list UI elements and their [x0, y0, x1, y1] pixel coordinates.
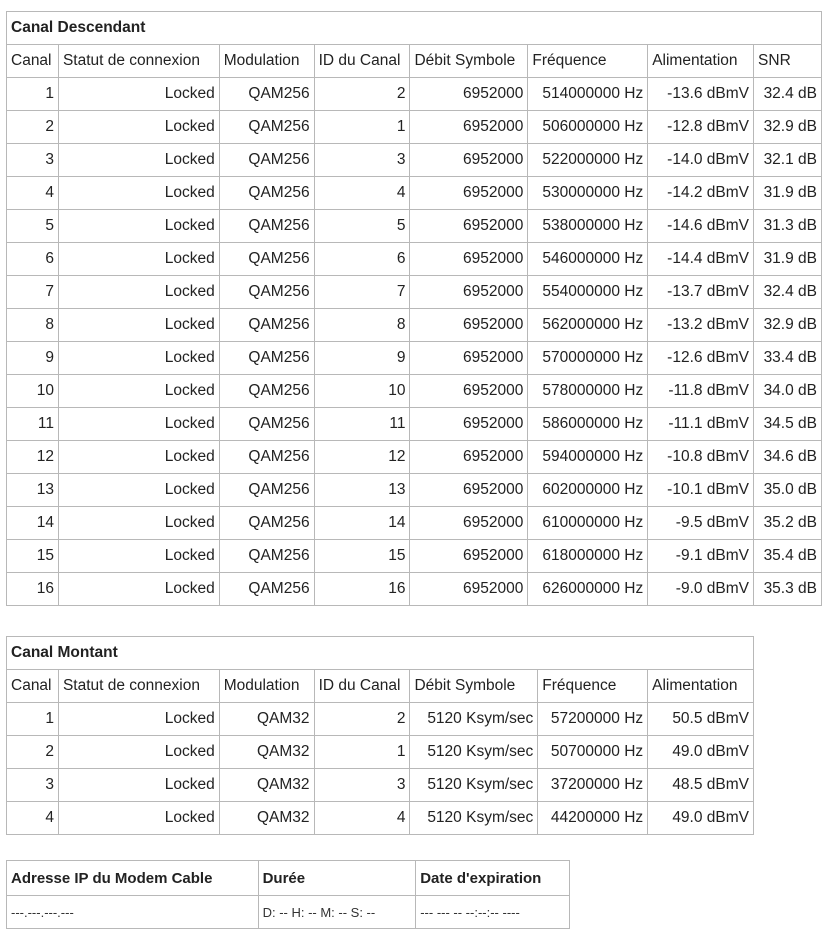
downstream-cell: 562000000 Hz [528, 309, 648, 342]
downstream-cell: QAM256 [219, 474, 314, 507]
downstream-cell: 6952000 [410, 78, 528, 111]
downstream-cell: 35.2 dB [754, 507, 822, 540]
downstream-cell: 6952000 [410, 507, 528, 540]
downstream-cell: 32.9 dB [754, 309, 822, 342]
upstream-cell: 50700000 Hz [538, 736, 648, 769]
downstream-table-row [7, 177, 822, 210]
downstream-cell: Locked [58, 342, 219, 375]
downstream-cell: 31.9 dB [754, 243, 822, 276]
downstream-table-row [7, 342, 822, 375]
upstream-column-header: Débit Symbole [410, 670, 538, 703]
downstream-cell: 6952000 [410, 177, 528, 210]
downstream-cell: 32.4 dB [754, 78, 822, 111]
downstream-cell: 35.4 dB [754, 540, 822, 573]
downstream-cell: QAM256 [219, 177, 314, 210]
upstream-cell: 5120 Ksym/sec [410, 736, 538, 769]
downstream-table-row [7, 276, 822, 309]
downstream-cell: Locked [58, 375, 219, 408]
upstream-cell: Locked [58, 703, 219, 736]
downstream-column-header: SNR [754, 45, 822, 78]
downstream-cell: 586000000 Hz [528, 408, 648, 441]
downstream-cell: 546000000 Hz [528, 243, 648, 276]
downstream-cell: 6952000 [410, 474, 528, 507]
upstream-cell: 49.0 dBmV [648, 802, 754, 835]
upstream-column-header: ID du Canal [314, 670, 410, 703]
downstream-cell: 3 [314, 144, 410, 177]
downstream-cell: 6952000 [410, 375, 528, 408]
downstream-table-row [7, 309, 822, 342]
downstream-column-header: Modulation [219, 45, 314, 78]
downstream-cell: QAM256 [219, 243, 314, 276]
downstream-cell: 6952000 [410, 111, 528, 144]
upstream-cell: 48.5 dBmV [648, 769, 754, 802]
downstream-cell: QAM256 [219, 276, 314, 309]
downstream-cell: 32.9 dB [754, 111, 822, 144]
upstream-cell: QAM32 [219, 736, 314, 769]
downstream-column-header: Fréquence [528, 45, 648, 78]
downstream-header-row [7, 45, 822, 78]
upstream-column-header: Alimentation [648, 670, 754, 703]
downstream-cell: QAM256 [219, 375, 314, 408]
downstream-cell: 1 [7, 78, 59, 111]
downstream-channel-table [6, 11, 822, 606]
downstream-cell: 4 [314, 177, 410, 210]
downstream-table-row [7, 507, 822, 540]
downstream-cell: QAM256 [219, 408, 314, 441]
downstream-cell: 34.0 dB [754, 375, 822, 408]
downstream-cell: QAM256 [219, 111, 314, 144]
upstream-table-row [7, 736, 754, 769]
downstream-cell: Locked [58, 276, 219, 309]
downstream-cell: Locked [58, 177, 219, 210]
downstream-cell: Locked [58, 408, 219, 441]
upstream-cell: 5120 Ksym/sec [410, 703, 538, 736]
downstream-cell: 8 [314, 309, 410, 342]
downstream-cell: 538000000 Hz [528, 210, 648, 243]
downstream-cell: 610000000 Hz [528, 507, 648, 540]
downstream-cell: 4 [7, 177, 59, 210]
downstream-cell: 32.4 dB [754, 276, 822, 309]
downstream-cell: 32.1 dB [754, 144, 822, 177]
downstream-cell: Locked [58, 573, 219, 606]
upstream-cell: 5120 Ksym/sec [410, 802, 538, 835]
downstream-table-row [7, 540, 822, 573]
downstream-cell: -9.1 dBmV [648, 540, 754, 573]
upstream-cell: 3 [7, 769, 59, 802]
downstream-cell: 8 [7, 309, 59, 342]
downstream-cell: -14.2 dBmV [648, 177, 754, 210]
downstream-cell: Locked [58, 507, 219, 540]
downstream-cell: Locked [58, 309, 219, 342]
downstream-cell: 11 [7, 408, 59, 441]
upstream-column-header: Modulation [219, 670, 314, 703]
downstream-column-header: Statut de connexion [58, 45, 219, 78]
downstream-cell: 12 [7, 441, 59, 474]
downstream-cell: 530000000 Hz [528, 177, 648, 210]
expiration-header: Date d'expiration [416, 861, 570, 896]
downstream-table-row [7, 210, 822, 243]
upstream-header-row [7, 670, 754, 703]
downstream-cell: -14.6 dBmV [648, 210, 754, 243]
downstream-cell: -13.6 dBmV [648, 78, 754, 111]
downstream-table-row [7, 243, 822, 276]
upstream-cell: QAM32 [219, 802, 314, 835]
downstream-cell: QAM256 [219, 210, 314, 243]
downstream-cell: Locked [58, 144, 219, 177]
upstream-cell: 57200000 Hz [538, 703, 648, 736]
downstream-cell: 1 [314, 111, 410, 144]
downstream-cell: QAM256 [219, 309, 314, 342]
downstream-cell: 31.3 dB [754, 210, 822, 243]
downstream-cell: 16 [7, 573, 59, 606]
upstream-column-header: Canal [7, 670, 59, 703]
downstream-column-header: Débit Symbole [410, 45, 528, 78]
downstream-cell: 14 [314, 507, 410, 540]
duration-value: D: -- H: -- M: -- S: -- [258, 896, 416, 929]
downstream-table-row [7, 78, 822, 111]
upstream-cell: 49.0 dBmV [648, 736, 754, 769]
downstream-table-title: Canal Descendant [7, 12, 822, 45]
downstream-cell: 618000000 Hz [528, 540, 648, 573]
upstream-table-row [7, 703, 754, 736]
ip-address-header: Adresse IP du Modem Cable [7, 861, 259, 896]
downstream-cell: 14 [7, 507, 59, 540]
downstream-cell: 506000000 Hz [528, 111, 648, 144]
upstream-column-header: Statut de connexion [58, 670, 219, 703]
downstream-column-header: Canal [7, 45, 59, 78]
downstream-cell: 9 [314, 342, 410, 375]
downstream-cell: -10.8 dBmV [648, 441, 754, 474]
downstream-cell: Locked [58, 111, 219, 144]
downstream-cell: 6952000 [410, 309, 528, 342]
duration-header: Durée [258, 861, 416, 896]
downstream-cell: 2 [314, 78, 410, 111]
downstream-cell: -9.5 dBmV [648, 507, 754, 540]
upstream-cell: Locked [58, 736, 219, 769]
downstream-cell: 6952000 [410, 540, 528, 573]
downstream-table-row [7, 573, 822, 606]
downstream-cell: 15 [7, 540, 59, 573]
upstream-cell: 50.5 dBmV [648, 703, 754, 736]
downstream-cell: -13.2 dBmV [648, 309, 754, 342]
downstream-cell: 6952000 [410, 144, 528, 177]
modem-ip-table [6, 860, 570, 929]
downstream-column-header: ID du Canal [314, 45, 410, 78]
downstream-cell: 11 [314, 408, 410, 441]
downstream-cell: -12.8 dBmV [648, 111, 754, 144]
downstream-cell: 5 [7, 210, 59, 243]
downstream-cell: 31.9 dB [754, 177, 822, 210]
upstream-table-row [7, 769, 754, 802]
downstream-cell: Locked [58, 474, 219, 507]
upstream-cell: 2 [7, 736, 59, 769]
downstream-cell: 12 [314, 441, 410, 474]
downstream-cell: 602000000 Hz [528, 474, 648, 507]
downstream-cell: 6952000 [410, 408, 528, 441]
downstream-cell: -14.0 dBmV [648, 144, 754, 177]
downstream-cell: 522000000 Hz [528, 144, 648, 177]
downstream-cell: 2 [7, 111, 59, 144]
downstream-table-row [7, 408, 822, 441]
upstream-cell: QAM32 [219, 769, 314, 802]
downstream-cell: -13.7 dBmV [648, 276, 754, 309]
upstream-cell: 37200000 Hz [538, 769, 648, 802]
downstream-cell: 594000000 Hz [528, 441, 648, 474]
downstream-cell: 16 [314, 573, 410, 606]
downstream-table-row [7, 441, 822, 474]
downstream-cell: Locked [58, 210, 219, 243]
downstream-cell: 33.4 dB [754, 342, 822, 375]
downstream-cell: 6 [314, 243, 410, 276]
downstream-cell: Locked [58, 441, 219, 474]
downstream-cell: 10 [314, 375, 410, 408]
downstream-cell: -11.8 dBmV [648, 375, 754, 408]
downstream-cell: QAM256 [219, 441, 314, 474]
upstream-cell: Locked [58, 802, 219, 835]
downstream-cell: 578000000 Hz [528, 375, 648, 408]
downstream-cell: 13 [7, 474, 59, 507]
downstream-cell: 514000000 Hz [528, 78, 648, 111]
ip-address-value: ---.---.---.--- [7, 896, 259, 929]
downstream-cell: 5 [314, 210, 410, 243]
upstream-channel-table [6, 636, 754, 835]
downstream-cell: 6952000 [410, 210, 528, 243]
downstream-cell: 6952000 [410, 243, 528, 276]
downstream-table-row [7, 474, 822, 507]
downstream-cell: 10 [7, 375, 59, 408]
downstream-cell: 570000000 Hz [528, 342, 648, 375]
upstream-cell: 5120 Ksym/sec [410, 769, 538, 802]
downstream-table-row [7, 375, 822, 408]
upstream-cell: 3 [314, 769, 410, 802]
downstream-cell: 7 [314, 276, 410, 309]
downstream-cell: Locked [58, 243, 219, 276]
downstream-cell: 626000000 Hz [528, 573, 648, 606]
upstream-cell: 44200000 Hz [538, 802, 648, 835]
upstream-cell: 2 [314, 703, 410, 736]
downstream-cell: 554000000 Hz [528, 276, 648, 309]
downstream-cell: 34.6 dB [754, 441, 822, 474]
upstream-column-header: Fréquence [538, 670, 648, 703]
downstream-cell: QAM256 [219, 342, 314, 375]
downstream-cell: 15 [314, 540, 410, 573]
downstream-table-row [7, 111, 822, 144]
downstream-cell: 3 [7, 144, 59, 177]
upstream-table-row [7, 802, 754, 835]
upstream-table-title: Canal Montant [7, 637, 754, 670]
downstream-cell: -14.4 dBmV [648, 243, 754, 276]
upstream-cell: QAM32 [219, 703, 314, 736]
downstream-cell: 6952000 [410, 573, 528, 606]
expiration-value: --- --- -- --:--:-- ---- [416, 896, 570, 929]
downstream-cell: QAM256 [219, 573, 314, 606]
downstream-cell: -9.0 dBmV [648, 573, 754, 606]
downstream-cell: 6952000 [410, 441, 528, 474]
upstream-cell: 1 [314, 736, 410, 769]
downstream-cell: 7 [7, 276, 59, 309]
upstream-cell: 4 [7, 802, 59, 835]
downstream-cell: 6 [7, 243, 59, 276]
downstream-cell: Locked [58, 78, 219, 111]
downstream-column-header: Alimentation [648, 45, 754, 78]
downstream-cell: QAM256 [219, 540, 314, 573]
downstream-cell: Locked [58, 540, 219, 573]
downstream-cell: -10.1 dBmV [648, 474, 754, 507]
upstream-cell: 4 [314, 802, 410, 835]
downstream-cell: 34.5 dB [754, 408, 822, 441]
downstream-cell: 6952000 [410, 276, 528, 309]
downstream-cell: 35.0 dB [754, 474, 822, 507]
downstream-cell: 6952000 [410, 342, 528, 375]
downstream-cell: QAM256 [219, 144, 314, 177]
downstream-cell: -12.6 dBmV [648, 342, 754, 375]
downstream-cell: QAM256 [219, 78, 314, 111]
upstream-cell: Locked [58, 769, 219, 802]
downstream-cell: 9 [7, 342, 59, 375]
upstream-cell: 1 [7, 703, 59, 736]
downstream-table-row [7, 144, 822, 177]
downstream-cell: 35.3 dB [754, 573, 822, 606]
downstream-cell: 13 [314, 474, 410, 507]
downstream-cell: QAM256 [219, 507, 314, 540]
downstream-cell: -11.1 dBmV [648, 408, 754, 441]
